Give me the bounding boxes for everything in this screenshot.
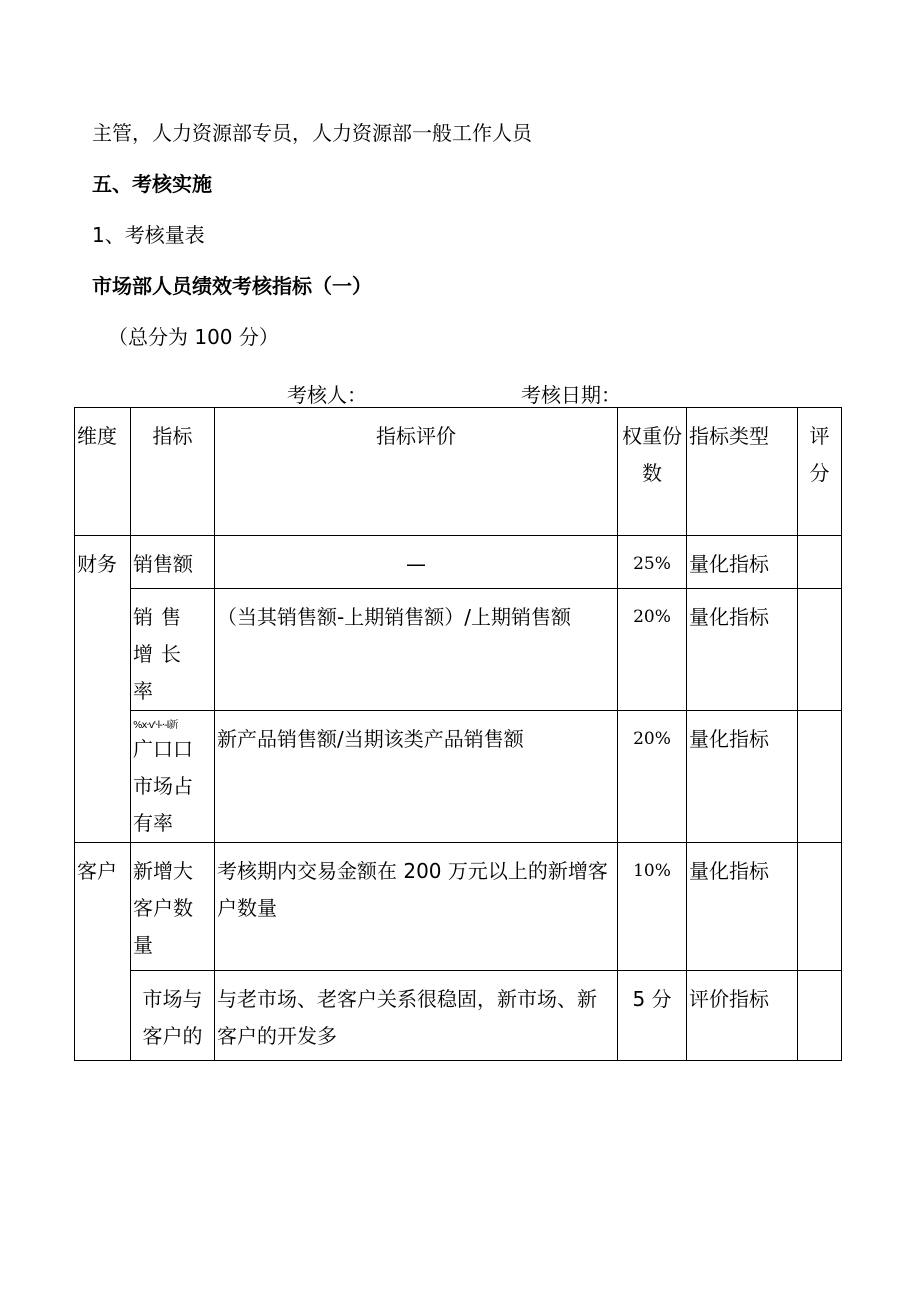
weight-cell: 25% (618, 536, 687, 589)
evaluation-cell: （当其销售额-上期销售额）/上期销售额 (215, 589, 618, 711)
table-header-row (75, 408, 842, 536)
indicator-text: 广口口市场占有率 (133, 737, 193, 835)
score-cell[interactable] (798, 711, 842, 843)
dimension-cell: 财务 (75, 536, 131, 843)
type-cell: 量化指标 (687, 536, 798, 589)
table-row (75, 536, 842, 589)
table-row (75, 589, 842, 711)
score-cell[interactable] (798, 589, 842, 711)
weight-cell: 5 分 (618, 971, 687, 1061)
indicator-cell: 销售额 (131, 536, 215, 589)
kpi-table (74, 407, 842, 1061)
header-dimension: 维度 (75, 408, 131, 536)
weight-cell: 10% (618, 843, 687, 971)
table-row (75, 843, 842, 971)
total-score-note: （总分为 100 分） (108, 325, 279, 349)
type-cell: 量化指标 (687, 589, 798, 711)
table-row (75, 971, 842, 1061)
evaluation-cell: — (215, 536, 618, 589)
intro-text-line: 主管，人力资源部专员，人力资源部一般工作人员 (92, 121, 532, 145)
section-heading: 五、考核实施 (92, 172, 212, 196)
score-cell[interactable] (798, 536, 842, 589)
subsection-heading: 1、考核量表 (92, 223, 205, 247)
evaluation-cell: 考核期内交易金额在 200 万元以上的新增客户数量 (215, 843, 618, 971)
evaluation-cell: 与老市场、老客户关系很稳固，新市场、新客户的开发多 (215, 971, 618, 1061)
type-cell: 量化指标 (687, 843, 798, 971)
header-score: 评分 (798, 408, 842, 536)
header-weight: 权重份数 (618, 408, 687, 536)
indicator-cell (131, 711, 215, 843)
indicator-cell: 销售增长率 (131, 589, 215, 711)
indicator-cell: 新增大客户数量 (131, 843, 215, 971)
indicator-garbled-text: %x·v'·l-·-l新 (133, 720, 178, 731)
table-row (75, 711, 842, 843)
indicator-cell: 市场与客户的 (131, 971, 215, 1061)
score-cell[interactable] (798, 971, 842, 1061)
evaluation-cell: 新产品销售额/当期该类产品销售额 (215, 711, 618, 843)
weight-cell: 20% (618, 589, 687, 711)
assessment-date-label: 考核日期： (521, 383, 621, 407)
assessor-label: 考核人： (287, 383, 367, 407)
score-cell[interactable] (798, 843, 842, 971)
header-evaluation: 指标评价 (215, 408, 618, 536)
type-cell: 量化指标 (687, 711, 798, 843)
weight-cell: 20% (618, 711, 687, 843)
header-type: 指标类型 (687, 408, 798, 536)
dimension-cell: 客户 (75, 843, 131, 1061)
header-indicator: 指标 (131, 408, 215, 536)
type-cell: 评价指标 (687, 971, 798, 1061)
table-title: 市场部人员绩效考核指标（一） (92, 274, 372, 298)
